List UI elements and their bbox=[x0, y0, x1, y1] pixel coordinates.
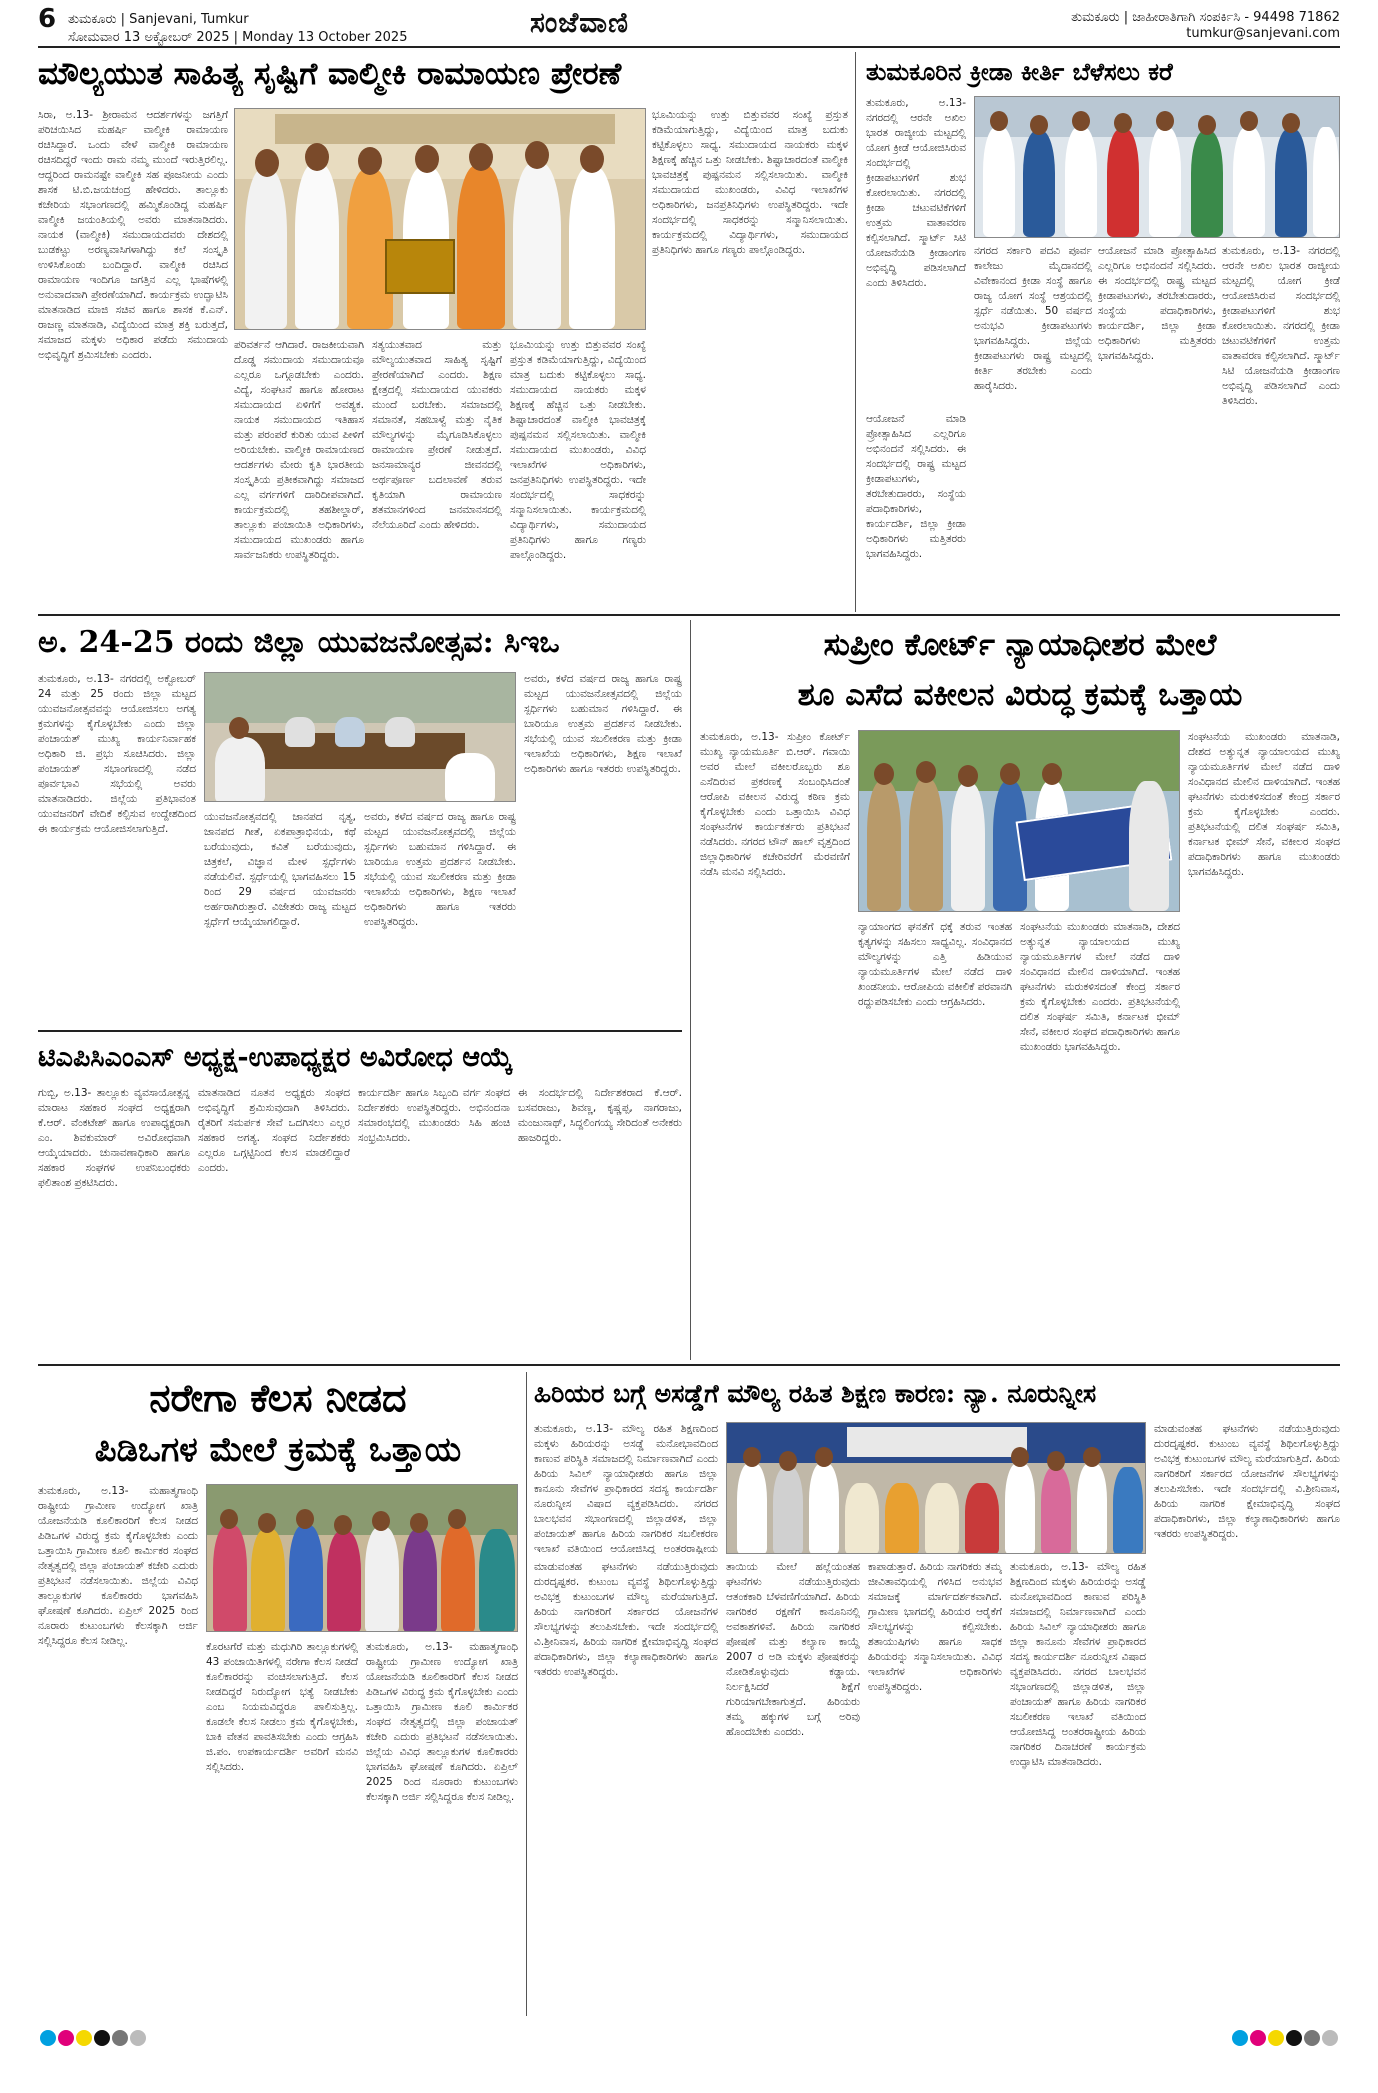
tapcms-headline: ಟಿಎಪಿಸಿಎಂಎಸ್ ಅಧ್ಯಕ್ಷ-ಉಪಾಧ್ಯಕ್ಷರ ಅವಿರೋಧ ಆಯ್ಕೆ bbox=[38, 1042, 513, 1073]
reg-dot bbox=[1304, 2030, 1320, 2046]
narega-photo bbox=[206, 1484, 518, 1632]
section-divider bbox=[38, 1364, 1340, 1366]
narega-col1: ತುಮಕೂರು, ಅ.13- ಮಹಾತ್ಮಗಾಂಧಿ ರಾಷ್ಟ್ರೀಯ ಗ್ರಾಮೀಣ ಉದ್ಯೋಗ ಖಾತ್ರಿ ಯೋಜನೆಯಡಿ ಕೂಲಿಕಾರರಿಗೆ ಕೆಲಸ ನೀಡದ ಪಿಡಿಒಗಳ ವಿರುದ್ಧ ಕ್ರಮ ಕೈಗೊಳ್ಳಬೇಕು ಎಂದು ಒತ್ತಾಯಿಸಿ ಗ್ರಾಮೀಣ ಕೂಲಿ ಕಾರ್ಮಿಕರ ಸಂಘದ ನೇತೃತ್ವದಲ್ಲಿ ಜಿಲ್ಲಾ ಪಂಚಾಯತ್ ಕಚೇರಿ ಎದುರು ಪ್ರತಿಭಟನೆ ನಡೆಸಲಾಯಿತು. ಜಿಲ್ಲೆಯ ವಿವಿಧ ತಾಲ್ಲೂಕುಗಳ ಕೂಲಿಕಾರರು ಭಾಗವಹಿಸಿ ಘೋಷಣೆ ಕೂಗಿದರು. ಏಪ್ರಿಲ್ 2025 ರಿಂದ ನೂರಾರು ಕುಟುಂಬಗಳು ಕೆಲಸಕ್ಕಾಗಿ ಅರ್ಜಿ ಸಲ್ಲಿಸಿದ್ದರೂ ಕೆಲಸ ನೀಡಿಲ್ಲ. bbox=[38, 1485, 198, 1647]
reg-dot bbox=[1232, 2030, 1248, 2046]
valmiki-col2: ಪರಿವರ್ತನೆ ಆಗಿದಾರೆ. ರಾಜಕೀಯವಾಗಿ ದೊಡ್ಡ ಸಮುದಾಯ ಸಮುದಾಯವೂ ಎಲ್ಲರೂ ಒಗ್ಗೂಡಬೇಕು ಎಂದರು. ವಿದ್ಯೆ, ಸಂಘಟನೆ ಹಾಗೂ ಹೋರಾಟ ಸಮುದಾಯದ ಏಳಿಗೆಗೆ ಅವಶ್ಯಕ. ನಾಯಕ ಸಮುದಾಯದ ಇತಿಹಾಸ ಮತ್ತು ಪರಂಪರೆ ಕುರಿತು ಯುವ ಪೀಳಿಗೆ ಅರಿಯಬೇಕು. ವಾಲ್ಮೀಕಿ ರಾಮಾಯಣದ ಆದರ್ಶಗಳು ಮೇರು ಕೃತಿ ಭಾರತೀಯ ಸಂಸ್ಕೃತಿಯ ಪ್ರತೀಕವಾಗಿದ್ದು ಸಮಾಜದ ಎಲ್ಲ ವರ್ಗಗಳಿಗೆ ದಾರಿದೀಪವಾಗಿದೆ. ಕಾರ್ಯಕ್ರಮದಲ್ಲಿ ತಹಶೀಲ್ದಾರ್, ತಾಲ್ಲೂಕು ಪಂಚಾಯಿತಿ ಅಧಿಕಾರಿಗಳು, ಸಮುದಾಯದ ಮುಖಂಡರು ಹಾಗೂ ಸಾರ್ವಜನಿಕರು ಉಪಸ್ಥಿತರಿದ್ದರು. bbox=[234, 339, 364, 561]
elderly-col2: ತಾಯಿಯ ಮೇಲೆ ಹಲ್ಲೆಯಂತಹ ಘಟನೆಗಳು ನಡೆಯುತ್ತಿರುವುದು ಆತಂಕಕಾರಿ ಬೆಳವಣಿಗೆಯಾಗಿದೆ. ಹಿರಿಯ ನಾಗರಿಕರ ರಕ್ಷಣೆಗೆ ಕಾನೂನಿನಲ್ಲಿ ಅವಕಾಶಗಳಿವೆ. ಹಿರಿಯ ನಾಗರಿಕರ ಪೋಷಣೆ ಮತ್ತು ಕಲ್ಯಾಣ ಕಾಯ್ದೆ 2007 ರ ಅಡಿ ಮಕ್ಕಳು ಪೋಷಕರನ್ನು ನೋಡಿಕೊಳ್ಳುವುದು ಕಡ್ಡಾಯ. ನಿರ್ಲಕ್ಷಿಸಿದರೆ ಶಿಕ್ಷೆಗೆ ಗುರಿಯಾಗಬೇಕಾಗುತ್ತದೆ. ಹಿರಿಯರು ತಮ್ಮ ಹಕ್ಕುಗಳ ಬಗ್ಗೆ ಅರಿವು ಹೊಂದಬೇಕು ಎಂದರು. bbox=[726, 1561, 860, 1738]
yuvajanotsava-photo bbox=[204, 672, 516, 802]
masthead bbox=[38, 4, 1340, 48]
elderly-col3b: ತುಮಕೂರು, ಅ.13- ಮೌಲ್ಯ ರಹಿತ ಶಿಕ್ಷಣದಿಂದ ಮಕ್ಕಳು ಹಿರಿಯರನ್ನು ಅಸಡ್ಡೆ ಮನೋಭಾವದಿಂದ ಕಾಣುವ ಪರಿಸ್ಥಿತಿ ಸಮಾಜದಲ್ಲಿ ನಿರ್ಮಾಣವಾಗಿದೆ ಎಂದು ಹಿರಿಯ ಸಿವಿಲ್ ನ್ಯಾಯಾಧೀಶರು ಹಾಗೂ ಜಿಲ್ಲಾ ಕಾನೂನು ಸೇವೆಗಳ ಪ್ರಾಧಿಕಾರದ ಸದಸ್ಯ ಕಾರ್ಯದರ್ಶಿ ನೂರುನ್ನೀಸ ವಿಷಾದ ವ್ಯಕ್ತಪಡಿಸಿದರು. ನಗರದ ಬಾಲಭವನ ಸಭಾಂಗಣದಲ್ಲಿ ಜಿಲ್ಲಾಡಳಿತ, ಜಿಲ್ಲಾ ಪಂಚಾಯತ್ ಹಾಗೂ ಹಿರಿಯ ನಾಗರಿಕರ ಸಬಲೀಕರಣ ಇಲಾಖೆ ವತಿಯಿಂದ ಆಯೋಜಿಸಿದ್ದ ಅಂತರರಾಷ್ಟ್ರೀಯ ಹಿರಿಯ ನಾಗರಿಕರ ದಿನಾಚರಣೆ ಕಾರ್ಯಕ್ರಮ ಉದ್ಘಾಟಿಸಿ ಮಾತನಾಡಿದರು. bbox=[1010, 1561, 1146, 1768]
ad-contact: ತುಮಕೂರು | ಜಾಹೀರಾತಿಗಾಗಿ ಸಂಪರ್ಕಿಸಿ - 94498 71862 bbox=[1071, 10, 1340, 25]
yuvajanotsava-col3: ಅವರು, ಕಳೆದ ವರ್ಷದ ರಾಜ್ಯ ಹಾಗೂ ರಾಷ್ಟ್ರ ಮಟ್ಟದ ಯುವಜನೋತ್ಸವದಲ್ಲಿ ಜಿಲ್ಲೆಯ ಸ್ಪರ್ಧಿಗಳು ಬಹುಮಾನ ಗಳಿಸಿದ್ದಾರೆ. ಈ ಬಾರಿಯೂ ಉತ್ತಮ ಪ್ರದರ್ಶನ ನೀಡಬೇಕು. ಸಭೆಯಲ್ಲಿ ಯುವ ಸಬಲೀಕರಣ ಮತ್ತು ಕ್ರೀಡಾ ಇಲಾಖೆಯ ಅಧಿಕಾರಿಗಳು, ಶಿಕ್ಷಣ ಇಲಾಖೆ ಅಧಿಕಾರಿಗಳು ಹಾಗೂ ಇತರರು ಉಪಸ್ಥಿತರಿದ್ದರು. bbox=[364, 811, 516, 928]
newspaper-logo bbox=[530, 6, 629, 40]
reg-dot bbox=[1268, 2030, 1284, 2046]
tapcms-col3: ಕಾರ್ಯದರ್ಶಿ ಹಾಗೂ ಸಿಬ್ಬಂದಿ ವರ್ಗ ಸಂಘದ ನಿರ್ದೇಶಕರು ಉಪಸ್ಥಿತರಿದ್ದರು. ಅಭಿನಂದನಾ ಸಮಾರಂಭದಲ್ಲಿ ಮುಖಂಡರು ಸಿಹಿ ಹಂಚಿ ಸಂಭ್ರಮಿಸಿದರು. bbox=[358, 1087, 510, 1144]
yuvajanotsava-col2: ಯುವಜನೋತ್ಸವದಲ್ಲಿ ಜಾನಪದ ನೃತ್ಯ, ಜಾನಪದ ಗೀತೆ, ಏಕಪಾತ್ರಾಭಿನಯ, ಕಥೆ ಬರೆಯುವುದು, ಕವಿತೆ ಬರೆಯುವುದು, ಚಿತ್ರಕಲೆ, ವಿಜ್ಞಾನ ಮೇಳ ಸ್ಪರ್ಧೆಗಳು ನಡೆಯಲಿವೆ. ಸ್ಪರ್ಧೆಯಲ್ಲಿ ಭಾಗವಹಿಸಲು 15 ರಿಂದ 29 ವರ್ಷದ ಯುವಜನರು ಅರ್ಹರಾಗಿರುತ್ತಾರೆ. ವಿಜೇತರು ರಾಜ್ಯ ಮಟ್ಟದ ಸ್ಪರ್ಧೆಗೆ ಆಯ್ಕೆಯಾಗಲಿದ್ದಾರೆ. bbox=[204, 811, 356, 928]
color-registration-left bbox=[40, 2030, 146, 2048]
section-divider bbox=[38, 614, 1340, 616]
color-registration-right bbox=[1232, 2030, 1338, 2048]
yuvajanotsava-col4: ಅವರು, ಕಳೆದ ವರ್ಷದ ರಾಜ್ಯ ಹಾಗೂ ರಾಷ್ಟ್ರ ಮಟ್ಟದ ಯುವಜನೋತ್ಸವದಲ್ಲಿ ಜಿಲ್ಲೆಯ ಸ್ಪರ್ಧಿಗಳು ಬಹುಮಾನ ಗಳಿಸಿದ್ದಾರೆ. ಈ ಬಾರಿಯೂ ಉತ್ತಮ ಪ್ರದರ್ಶನ ನೀಡಬೇಕು. ಸಭೆಯಲ್ಲಿ ಯುವ ಸಬಲೀಕರಣ ಮತ್ತು ಕ್ರೀಡಾ ಇಲಾಖೆಯ ಅಧಿಕಾರಿಗಳು, ಶಿಕ್ಷಣ ಇಲಾಖೆ ಅಧಿಕಾರಿಗಳು ಹಾಗೂ ಇತರರು ಉಪಸ್ಥಿತರಿದ್ದರು. bbox=[524, 673, 682, 775]
reg-dot bbox=[58, 2030, 74, 2046]
reg-dot bbox=[1250, 2030, 1266, 2046]
narega-headline-line1: ನರೇಗಾ ಕೆಲಸ ನೀಡದ bbox=[149, 1375, 407, 1420]
supreme-col3: ಸಂಘಟನೆಯ ಮುಖಂಡರು ಮಾತನಾಡಿ, ದೇಶದ ಅತ್ಯುನ್ನತ ನ್ಯಾಯಾಲಯದ ಮುಖ್ಯ ನ್ಯಾಯಮೂರ್ತಿಗಳ ಮೇಲೆ ನಡೆದ ದಾಳಿ ಸಂವಿಧಾನದ ಮೇಲಿನ ದಾಳಿಯಾಗಿದೆ. ಇಂತಹ ಘಟನೆಗಳು ಮರುಕಳಿಸದಂತೆ ಕೇಂದ್ರ ಸರ್ಕಾರ ಕ್ರಮ ಕೈಗೊಳ್ಳಬೇಕು ಎಂದರು. ಪ್ರತಿಭಟನೆಯಲ್ಲಿ ದಲಿತ ಸಂಘರ್ಷ ಸಮಿತಿ, ಕರ್ನಾಟಕ ಭೀಮ್ ಸೇನೆ, ವಕೀಲರ ಸಂಘದ ಪದಾಧಿಕಾರಿಗಳು ಹಾಗೂ ಮುಖಂಡರು ಭಾಗವಹಿಸಿದ್ದರು. bbox=[1188, 731, 1340, 878]
contact-email[interactable]: tumkur@sanjevani.com bbox=[1186, 26, 1340, 41]
elderly-col3: ಕಾಪಾಡುತ್ತಾರೆ. ಹಿರಿಯ ನಾಗರಿಕರು ತಮ್ಮ ಜೀವಿತಾವಧಿಯಲ್ಲಿ ಗಳಿಸಿದ ಅನುಭವ ಸಮಾಜಕ್ಕೆ ಮಾರ್ಗದರ್ಶಕವಾಗಿದೆ. ಗ್ರಾಮೀಣ ಭಾಗದಲ್ಲಿ ಹಿರಿಯರ ಆರೈಕೆಗೆ ಸೌಲಭ್ಯಗಳನ್ನು ಕಲ್ಪಿಸಬೇಕು. ಶತಾಯುಷಿಗಳು ಹಾಗೂ ಸಾಧಕ ಹಿರಿಯರನ್ನು ಸನ್ಮಾನಿಸಲಾಯಿತು. ವಿವಿಧ ಇಲಾಖೆಗಳ ಅಧಿಕಾರಿಗಳು ಉಪಸ್ಥಿತರಿದ್ದರು. bbox=[868, 1561, 1002, 1693]
elderly-headline: ಹಿರಿಯರ ಬಗ್ಗೆ ಅಸಡ್ಡೆಗೆ ಮೌಲ್ಯ ರಹಿತ ಶಿಕ್ಷಣ ಕಾರಣ: ನ್ಯಾ. ನೂರುನ್ನೀಸ bbox=[534, 1379, 1097, 1408]
sports-col3: ಆಯೋಜನೆ ಮಾಡಿ ಪ್ರೋತ್ಸಾಹಿಸಿದ ಎಲ್ಲರಿಗೂ ಅಭಿನಂದನೆ ಸಲ್ಲಿಸಿದರು. ಈ ಸಂದರ್ಭದಲ್ಲಿ ರಾಷ್ಟ್ರ ಮಟ್ಟದ ಕ್ರೀಡಾಪಟುಗಳು, ತರಬೇತುದಾರರು, ಸಂಸ್ಥೆಯ ಪದಾಧಿಕಾರಿಗಳು, ಕಾರ್ಯದರ್ಶಿ, ಜಿಲ್ಲಾ ಕ್ರೀಡಾ ಅಧಿಕಾರಿಗಳು ಮತ್ತಿತರರು ಭಾಗವಹಿಸಿದ್ದರು. bbox=[1098, 245, 1216, 362]
reg-dot bbox=[1286, 2030, 1302, 2046]
masthead-date: ಸೋಮವಾರ 13 ಅಕ್ಟೋಬರ್ 2025 | Monday 13 October 2025 bbox=[68, 30, 408, 45]
supreme-photo bbox=[858, 730, 1180, 912]
valmiki-col4: ಭೂಮಿಯನ್ನು ಉತ್ತು ಬಿತ್ತುವವರ ಸಂಖ್ಯೆ ಪ್ರಸ್ತುತ ಕಡಿಮೆಯಾಗುತ್ತಿದ್ದು, ವಿದ್ಯೆಯಿಂದ ಮಾತ್ರ ಬದುಕು ಕಟ್ಟಿಕೊಳ್ಳಲು ಸಾಧ್ಯ. ಸಮುದಾಯದ ನಾಯಕರು ಮಕ್ಕಳ ಶಿಕ್ಷಣಕ್ಕೆ ಹೆಚ್ಚಿನ ಒತ್ತು ನೀಡಬೇಕು. ಶಿಷ್ಟಾಚಾರದಂತೆ ವಾಲ್ಮೀಕಿ ಭಾವಚಿತ್ರಕ್ಕೆ ಪುಷ್ಪನಮನ ಸಲ್ಲಿಸಲಾಯಿತು. ವಾಲ್ಮೀಕಿ ಸಮುದಾಯದ ಮುಖಂಡರು, ವಿವಿಧ ಇಲಾಖೆಗಳ ಅಧಿಕಾರಿಗಳು, ಜನಪ್ರತಿನಿಧಿಗಳು ಉಪಸ್ಥಿತರಿದ್ದರು. ಇದೇ ಸಂದರ್ಭದಲ್ಲಿ ಸಾಧಕರನ್ನು ಸನ್ಮಾನಿಸಲಾಯಿತು. ಕಾರ್ಯಕ್ರಮದಲ್ಲಿ ವಿದ್ಯಾರ್ಥಿಗಳು, ಸಮುದಾಯದ ಪ್ರತಿನಿಧಿಗಳು ಹಾಗೂ ಗಣ್ಯರು ಪಾಲ್ಗೊಂಡಿದ್ದರು. bbox=[652, 109, 848, 256]
sports-col4: ತುಮಕೂರು, ಅ.13- ನಗರದಲ್ಲಿ ಆರನೇ ಅಖಿಲ ಭಾರತ ರಾಜ್ಯೀಯ ಮಟ್ಟದಲ್ಲಿ ಯೋಗ ಕ್ರೀಡೆ ಆಯೋಜಿಸಿರುವ ಸಂದರ್ಭದಲ್ಲಿ ಕ್ರೀಡಾಪಟುಗಳಿಗೆ ಶುಭ ಕೋರಲಾಯಿತು. ನಗರದಲ್ಲಿ ಕ್ರೀಡಾ ಚಟುವಟಿಕೆಗಳಿಗೆ ಉತ್ತಮ ವಾತಾವರಣ ಕಲ್ಪಿಸಲಾಗಿದೆ. ಸ್ಮಾರ್ಟ್ ಸಿಟಿ ಯೋಜನೆಯಡಿ ಕ್ರೀಡಾಂಗಣ ಅಭಿವೃದ್ಧಿ ಪಡಿಸಲಾಗಿದೆ ಎಂದು ತಿಳಿಸಿದರು. bbox=[1222, 245, 1340, 407]
narega-col2: ಕೊರಟಗೆರೆ ಮತ್ತು ಮಧುಗಿರಿ ತಾಲ್ಲೂಕುಗಳಲ್ಲಿ 43 ಪಂಚಾಯಿತಿಗಳಲ್ಲಿ ನರೇಗಾ ಕೆಲಸ ನೀಡದೆ ಕೂಲಿಕಾರರನ್ನು ವಂಚಿಸಲಾಗುತ್ತಿದೆ. ಕೆಲಸ ನೀಡದಿದ್ದರೆ ನಿರುದ್ಯೋಗ ಭತ್ಯೆ ನೀಡಬೇಕು ಎಂಬ ನಿಯಮವಿದ್ದರೂ ಪಾಲಿಸುತ್ತಿಲ್ಲ. ಕೂಡಲೇ ಕೆಲಸ ನೀಡಲು ಕ್ರಮ ಕೈಗೊಳ್ಳಬೇಕು, ಬಾಕಿ ವೇತನ ಪಾವತಿಸಬೇಕು ಎಂದು ಆಗ್ರಹಿಸಿ ಜಿ.ಪಂ. ಉಪಕಾರ್ಯದರ್ಶಿ ಅವರಿಗೆ ಮನವಿ ಸಲ್ಲಿಸಿದರು. bbox=[206, 1641, 358, 1773]
masthead-right bbox=[1071, 10, 1340, 42]
valmiki-photo bbox=[234, 108, 646, 330]
sports-headline: ತುಮಕೂರಿನ ಕ್ರೀಡಾ ಕೀರ್ತಿ ಬೆಳೆಸಲು ಕರೆ bbox=[866, 57, 1173, 86]
valmiki-headline: ಮೌಲ್ಯಯುತ ಸಾಹಿತ್ಯ ಸೃಷ್ಟಿಗೆ ವಾಲ್ಮೀಕಿ ರಾಮಾಯಣ ಪ್ರೇರಣೆ bbox=[38, 56, 622, 92]
supreme-col1: ತುಮಕೂರು, ಅ.13- ಸುಪ್ರೀಂ ಕೋರ್ಟ್ ಮುಖ್ಯ ನ್ಯಾಯಮೂರ್ತಿ ಬಿ.ಆರ್. ಗವಾಯಿ ಅವರ ಮೇಲೆ ವಕೀಲರೊಬ್ಬರು ಶೂ ಎಸೆದಿರುವ ಪ್ರಕರಣಕ್ಕೆ ಸಂಬಂಧಿಸಿದಂತೆ ಆರೋಪಿ ವಕೀಲನ ವಿರುದ್ಧ ಕಠಿಣ ಕ್ರಮ ಕೈಗೊಳ್ಳಬೇಕು ಎಂದು ಒತ್ತಾಯಿಸಿ ವಿವಿಧ ಸಂಘಟನೆಗಳ ಕಾರ್ಯಕರ್ತರು ಪ್ರತಿಭಟನೆ ನಡೆಸಿದರು. ನಗರದ ಟೌನ್ ಹಾಲ್ ವೃತ್ತದಿಂದ ಜಿಲ್ಲಾಧಿಕಾರಿಗಳ ಕಚೇರಿವರೆಗೆ ಮೆರವಣಿಗೆ ನಡೆಸಿ ಮನವಿ ಸಲ್ಲಿಸಿದರು. bbox=[700, 731, 850, 878]
valmiki-col1: ಸಿರಾ, ಅ.13- ಶ್ರೀರಾಮನ ಆದರ್ಶಗಳನ್ನು ಜಗತ್ತಿಗೆ ಪರಿಚಯಿಸಿದ ಮಹರ್ಷಿ ವಾಲ್ಮೀಕಿ ರಾಮಾಯಣ ರಚಿಸಿದ್ದಾರೆ. ಒಂದು ವೇಳೆ ವಾಲ್ಮೀಕಿ ರಾಮಾಯಣ ರಚಿಸದಿದ್ದರೆ ಇಂದು ರಾಮ ನಮ್ಮ ಮುಂದೆ ಇರುತ್ತಿರಲಿಲ್ಲ. ಆದ್ದರಿಂದ ರಾಮನಷ್ಟೇ ವಾಲ್ಮೀಕಿ ಸಹ ಪೂಜನೀಯ ಎಂದು ಶಾಸಕ ಟಿ.ಬಿ.ಜಯಚಂದ್ರ ಹೇಳಿದರು. ತಾಲ್ಲೂಕು ಕಚೇರಿಯ ಸಭಾಂಗಣದಲ್ಲಿ ಹಮ್ಮಿಕೊಂಡಿದ್ದ ಮಹರ್ಷಿ ವಾಲ್ಮೀಕಿ ಜಯಂತಿಯಲ್ಲಿ ಅವರು ಮಾತನಾಡಿದರು. ನಾಯಕ (ವಾಲ್ಮೀಕಿ) ಸಮುದಾಯದವರು ದೇಶದಲ್ಲಿ ಬುಡಕಟ್ಟು ಅರಣ್ಯವಾಸಿಗಳಾಗಿದ್ದು ಕಲೆ ಸಂಸ್ಕೃತಿ ಉಳಿಸಿಕೊಂಡು ಬಂದಿದ್ದಾರೆ. ವಾಲ್ಮೀಕಿ ರಚಿಸಿದ ರಾಮಾಯಣ ಇಂದಿಗೂ ಜಗತ್ತಿನ ಎಲ್ಲ ಭಾಷೆಗಳಲ್ಲಿ ಅನುವಾದವಾಗಿ ಪ್ರೇರಣೆಯಾಗಿದೆ. ಕಾರ್ಯಕ್ರಮ ಉದ್ಘಾಟಿಸಿ ಮಾತನಾಡಿದ ಮಾಜಿ ಸಚಿವ ಹಾಗೂ ಶಾಸಕ ಕೆ.ಎನ್. ರಾಜಣ್ಣ ಮಾತನಾಡಿ, ವಿದ್ಯೆಯಿಂದ ಮಾತ್ರ ಶಕ್ತಿ ಬರುತ್ತದೆ, ಸಮಾಜದ ಮಕ್ಕಳು ಅಧಿಕಾರ ಪಡೆದು ಸಮುದಾಯ ಅಭಿವೃದ್ಧಿಗೆ ಶ್ರಮಿಸಬೇಕು ಎಂದರು. bbox=[38, 109, 228, 361]
tapcms-col4: ಈ ಸಂದರ್ಭದಲ್ಲಿ ನಿರ್ದೇಶಕರಾದ ಕೆ.ಆರ್. ಬಸವರಾಜು, ಶಿವಣ್ಣ, ಕೃಷ್ಣಪ್ಪ, ನಾಗರಾಜು, ಮಂಜುನಾಥ್, ಸಿದ್ದಲಿಂಗಯ್ಯ ಸೇರಿದಂತೆ ಅನೇಕರು ಹಾಜರಿದ್ದರು. bbox=[518, 1087, 682, 1144]
supreme-headline-line2: ಶೂ ಎಸೆದ ವಕೀಲನ ವಿರುದ್ಧ ಕ್ರಮಕ್ಕೆ ಒತ್ತಾಯ bbox=[797, 677, 1243, 713]
page-number: 6 bbox=[38, 4, 57, 34]
elderly-col1: ತುಮಕೂರು, ಅ.13- ಮೌಲ್ಯ ರಹಿತ ಶಿಕ್ಷಣದಿಂದ ಮಕ್ಕಳು ಹಿರಿಯರನ್ನು ಅಸಡ್ಡೆ ಮನೋಭಾವದಿಂದ ಕಾಣುವ ಪರಿಸ್ಥಿತಿ ಸಮಾಜದಲ್ಲಿ ನಿರ್ಮಾಣವಾಗಿದೆ ಎಂದು ಹಿರಿಯ ಸಿವಿಲ್ ನ್ಯಾಯಾಧೀಶರು ಹಾಗೂ ಜಿಲ್ಲಾ ಕಾನೂನು ಸೇವೆಗಳ ಪ್ರಾಧಿಕಾರದ ಸದಸ್ಯ ಕಾರ್ಯದರ್ಶಿ ನೂರುನ್ನೀಸ ವಿಷಾದ ವ್ಯಕ್ತಪಡಿಸಿದರು. ನಗರದ ಬಾಲಭವನ ಸಭಾಂಗಣದಲ್ಲಿ ಜಿಲ್ಲಾಡಳಿತ, ಜಿಲ್ಲಾ ಪಂಚಾಯತ್ ಹಾಗೂ ಹಿರಿಯ ನಾಗರಿಕರ ಸಬಲೀಕರಣ ಇಲಾಖೆ ವತಿಯಿಂದ ಆಯೋಜಿಸಿದ್ದ ಅಂತರರಾಷ್ಟ್ರೀಯ bbox=[534, 1423, 718, 1554]
elderly-col4: ಮಾಡುವಂತಹ ಘಟನೆಗಳು ನಡೆಯುತ್ತಿರುವುದು ದುರದೃಷ್ಟಕರ. ಕುಟುಂಬ ವ್ಯವಸ್ಥೆ ಶಿಥಿಲಗೊಳ್ಳುತ್ತಿದ್ದು ಅವಿಭಕ್ತ ಕುಟುಂಬಗಳ ಮೌಲ್ಯ ಮರೆಯಾಗುತ್ತಿದೆ. ಹಿರಿಯ ನಾಗರಿಕರಿಗೆ ಸರ್ಕಾರದ ಯೋಜನೆಗಳ ಸೌಲಭ್ಯಗಳನ್ನು ತಲುಪಿಸಬೇಕು. ಇದೇ ಸಂದರ್ಭದಲ್ಲಿ ವಿ.ಶ್ರೀನಿವಾಸ, ಹಿರಿಯ ನಾಗರಿಕ ಕ್ಷೇಮಾಭಿವೃದ್ಧಿ ಸಂಘದ ಪದಾಧಿಕಾರಿಗಳು, ಜಿಲ್ಲಾ ಕಲ್ಯಾಣಾಧಿಕಾರಿಗಳು ಹಾಗೂ ಇತರರು ಉಪಸ್ಥಿತರಿದ್ದರು. bbox=[1154, 1423, 1340, 1540]
logo-text: ಸಂಜೆವಾಣಿ bbox=[530, 6, 629, 39]
sports-photo bbox=[974, 96, 1340, 238]
valmiki-col3b: ಭೂಮಿಯನ್ನು ಉತ್ತು ಬಿತ್ತುವವರ ಸಂಖ್ಯೆ ಪ್ರಸ್ತುತ ಕಡಿಮೆಯಾಗುತ್ತಿದ್ದು, ವಿದ್ಯೆಯಿಂದ ಮಾತ್ರ ಬದುಕು ಕಟ್ಟಿಕೊಳ್ಳಲು ಸಾಧ್ಯ. ಸಮುದಾಯದ ನಾಯಕರು ಮಕ್ಕಳ ಶಿಕ್ಷಣಕ್ಕೆ ಹೆಚ್ಚಿನ ಒತ್ತು ನೀಡಬೇಕು. ಶಿಷ್ಟಾಚಾರದಂತೆ ವಾಲ್ಮೀಕಿ ಭಾವಚಿತ್ರಕ್ಕೆ ಪುಷ್ಪನಮನ ಸಲ್ಲಿಸಲಾಯಿತು. ವಾಲ್ಮೀಕಿ ಸಮುದಾಯದ ಮುಖಂಡರು, ವಿವಿಧ ಇಲಾಖೆಗಳ ಅಧಿಕಾರಿಗಳು, ಜನಪ್ರತಿನಿಧಿಗಳು ಉಪಸ್ಥಿತರಿದ್ದರು. ಇದೇ ಸಂದರ್ಭದಲ್ಲಿ ಸಾಧಕರನ್ನು ಸನ್ಮಾನಿಸಲಾಯಿತು. ಕಾರ್ಯಕ್ರಮದಲ್ಲಿ ವಿದ್ಯಾರ್ಥಿಗಳು, ಸಮುದಾಯದ ಪ್ರತಿನಿಧಿಗಳು ಹಾಗೂ ಗಣ್ಯರು ಪಾಲ್ಗೊಂಡಿದ್ದರು. bbox=[510, 339, 646, 561]
reg-dot bbox=[40, 2030, 56, 2046]
sports-col1: ತುಮಕೂರು, ಅ.13- ನಗರದಲ್ಲಿ ಆರನೇ ಅಖಿಲ ಭಾರತ ರಾಜ್ಯೀಯ ಮಟ್ಟದಲ್ಲಿ ಯೋಗ ಕ್ರೀಡೆ ಆಯೋಜಿಸಿರುವ ಸಂದರ್ಭದಲ್ಲಿ ಕ್ರೀಡಾಪಟುಗಳಿಗೆ ಶುಭ ಕೋರಲಾಯಿತು. ನಗರದಲ್ಲಿ ಕ್ರೀಡಾ ಚಟುವಟಿಕೆಗಳಿಗೆ ಉತ್ತಮ ವಾತಾವರಣ ಕಲ್ಪಿಸಲಾಗಿದೆ. ಸ್ಮಾರ್ಟ್ ಸಿಟಿ ಯೋಜನೆಯಡಿ ಕ್ರೀಡಾಂಗಣ ಅಭಿವೃದ್ಧಿ ಪಡಿಸಲಾಗಿದೆ ಎಂದು ತಿಳಿಸಿದರು. bbox=[866, 97, 966, 289]
elderly-photo bbox=[726, 1422, 1146, 1554]
reg-dot bbox=[76, 2030, 92, 2046]
reg-dot bbox=[94, 2030, 110, 2046]
tapcms-col2: ಮಾತನಾಡಿದ ನೂತನ ಅಧ್ಯಕ್ಷರು ಸಂಘದ ಅಭಿವೃದ್ಧಿಗೆ ಶ್ರಮಿಸುವುದಾಗಿ ತಿಳಿಸಿದರು. ರೈತರಿಗೆ ಸಮರ್ಪಕ ಸೇವೆ ಒದಗಿಸಲು ಎಲ್ಲರ ಸಹಕಾರ ಅಗತ್ಯ. ಸಂಘದ ನಿರ್ದೇಶಕರು ಎಲ್ಲರೂ ಒಗ್ಗಟ್ಟಿನಿಂದ ಕೆಲಸ ಮಾಡಲಿದ್ದಾರೆ ಎಂದರು. bbox=[198, 1087, 350, 1174]
column-divider bbox=[855, 52, 856, 612]
masthead-location: ತುಮಕೂರು | Sanjevani, Tumkur bbox=[68, 12, 249, 27]
reg-dot bbox=[130, 2030, 146, 2046]
reg-dot bbox=[1322, 2030, 1338, 2046]
supreme-col2b: ಸಂಘಟನೆಯ ಮುಖಂಡರು ಮಾತನಾಡಿ, ದೇಶದ ಅತ್ಯುನ್ನತ ನ್ಯಾಯಾಲಯದ ಮುಖ್ಯ ನ್ಯಾಯಮೂರ್ತಿಗಳ ಮೇಲೆ ನಡೆದ ದಾಳಿ ಸಂವಿಧಾನದ ಮೇಲಿನ ದಾಳಿಯಾಗಿದೆ. ಇಂತಹ ಘಟನೆಗಳು ಮರುಕಳಿಸದಂತೆ ಕೇಂದ್ರ ಸರ್ಕಾರ ಕ್ರಮ ಕೈಗೊಳ್ಳಬೇಕು ಎಂದರು. ಪ್ರತಿಭಟನೆಯಲ್ಲಿ ದಲಿತ ಸಂಘರ್ಷ ಸಮಿತಿ, ಕರ್ನಾಟಕ ಭೀಮ್ ಸೇನೆ, ವಕೀಲರ ಸಂಘದ ಪದಾಧಿಕಾರಿಗಳು ಹಾಗೂ ಮುಖಂಡರು ಭಾಗವಹಿಸಿದ್ದರು. bbox=[1020, 921, 1180, 1053]
yuvajanotsava-col1: ತುಮಕೂರು, ಅ.13- ನಗರದಲ್ಲಿ ಅಕ್ಟೋಬರ್ 24 ಮತ್ತು 25 ರಂದು ಜಿಲ್ಲಾ ಮಟ್ಟದ ಯುವಜನೋತ್ಸವವನ್ನು ಆಯೋಜಿಸಲು ಅಗತ್ಯ ಕ್ರಮಗಳನ್ನು ಕೈಗೊಳ್ಳಬೇಕು ಎಂದು ಜಿಲ್ಲಾ ಪಂಚಾಯತ್ ಮುಖ್ಯ ಕಾರ್ಯನಿರ್ವಾಹಕ ಅಧಿಕಾರಿ ಜಿ. ಪ್ರಭು ಸೂಚಿಸಿದರು. ಜಿಲ್ಲಾ ಪಂಚಾಯತ್ ಸಭಾಂಗಣದಲ್ಲಿ ನಡೆದ ಪೂರ್ವಭಾವಿ ಸಭೆಯಲ್ಲಿ ಅವರು ಮಾತನಾಡಿದರು. ಜಿಲ್ಲೆಯ ಪ್ರತಿಭಾವಂತ ಯುವಜನರಿಗೆ ವೇದಿಕೆ ಕಲ್ಪಿಸುವ ಉದ್ದೇಶದಿಂದ ಈ ಕಾರ್ಯಕ್ರಮ ಆಯೋಜಿಸಲಾಗುತ್ತಿದೆ. bbox=[38, 673, 196, 835]
supreme-headline-line1: ಸುಪ್ರೀಂ ಕೋರ್ಟ್ ನ್ಯಾಯಾಧೀಶರ ಮೇಲೆ bbox=[823, 627, 1217, 663]
section-divider bbox=[38, 1030, 682, 1032]
yuvajanotsava-headline: ಅ. 24-25 ರಂದು ಜಿಲ್ಲಾ ಯುವಜನೋತ್ಸವ: ಸಿಇಒ bbox=[38, 625, 560, 660]
reg-dot bbox=[112, 2030, 128, 2046]
column-divider bbox=[690, 620, 691, 1360]
narega-col3: ತುಮಕೂರು, ಅ.13- ಮಹಾತ್ಮಗಾಂಧಿ ರಾಷ್ಟ್ರೀಯ ಗ್ರಾಮೀಣ ಉದ್ಯೋಗ ಖಾತ್ರಿ ಯೋಜನೆಯಡಿ ಕೂಲಿಕಾರರಿಗೆ ಕೆಲಸ ನೀಡದ ಪಿಡಿಒಗಳ ವಿರುದ್ಧ ಕ್ರಮ ಕೈಗೊಳ್ಳಬೇಕು ಎಂದು ಒತ್ತಾಯಿಸಿ ಗ್ರಾಮೀಣ ಕೂಲಿ ಕಾರ್ಮಿಕರ ಸಂಘದ ನೇತೃತ್ವದಲ್ಲಿ ಜಿಲ್ಲಾ ಪಂಚಾಯತ್ ಕಚೇರಿ ಎದುರು ಪ್ರತಿಭಟನೆ ನಡೆಸಲಾಯಿತು. ಜಿಲ್ಲೆಯ ವಿವಿಧ ತಾಲ್ಲೂಕುಗಳ ಕೂಲಿಕಾರರು ಭಾಗವಹಿಸಿ ಘೋಷಣೆ ಕೂಗಿದರು. ಏಪ್ರಿಲ್ 2025 ರಿಂದ ನೂರಾರು ಕುಟುಂಬಗಳು ಕೆಲಸಕ್ಕಾಗಿ ಅರ್ಜಿ ಸಲ್ಲಿಸಿದ್ದರೂ ಕೆಲಸ ನೀಡಿಲ್ಲ. bbox=[366, 1641, 518, 1803]
tapcms-col1: ಗುಬ್ಬಿ, ಅ.13- ತಾಲ್ಲೂಕು ವ್ಯವಸಾಯೋತ್ಪನ್ನ ಮಾರಾಟ ಸಹಕಾರ ಸಂಘದ ಅಧ್ಯಕ್ಷರಾಗಿ ಕೆ.ಆರ್. ವೆಂಕಟೇಶ್ ಹಾಗೂ ಉಪಾಧ್ಯಕ್ಷರಾಗಿ ಎಂ. ಶಿವಕುಮಾರ್ ಅವಿರೋಧವಾಗಿ ಆಯ್ಕೆಯಾದರು. ಚುನಾವಣಾಧಿಕಾರಿ ಹಾಗೂ ಸಹಕಾರ ಸಂಘಗಳ ಉಪನಿಬಂಧಕರು ಫಲಿತಾಂಶ ಪ್ರಕಟಿಸಿದರು. bbox=[38, 1087, 190, 1189]
sports-col2: ನಗರದ ಸರ್ಕಾರಿ ಪದವಿ ಪೂರ್ವ ಕಾಲೇಜು ಮೈದಾನದಲ್ಲಿ ವಿವೇಕಾನಂದ ಕ್ರೀಡಾ ಸಂಸ್ಥೆ ಹಾಗೂ ರಾಜ್ಯ ಯೋಗ ಸಂಸ್ಥೆ ಆಶ್ರಯದಲ್ಲಿ ಸ್ಪರ್ಧೆ ನಡೆಯಿತು. 50 ವರ್ಷದ ಅನುಭವಿ ಕ್ರೀಡಾಪಟುಗಳು ಭಾಗವಹಿಸಿದ್ದರು. ಜಿಲ್ಲೆಯ ಕ್ರೀಡಾಪಟುಗಳು ರಾಷ್ಟ್ರ ಮಟ್ಟದಲ್ಲಿ ಕೀರ್ತಿ ತರಬೇಕು ಎಂದು ಹಾರೈಸಿದರು. bbox=[974, 245, 1092, 392]
narega-headline-line2: ಪಿಡಿಒಗಳ ಮೇಲೆ ಕ್ರಮಕ್ಕೆ ಒತ್ತಾಯ bbox=[94, 1430, 462, 1470]
sports-col1b: ಆಯೋಜನೆ ಮಾಡಿ ಪ್ರೋತ್ಸಾಹಿಸಿದ ಎಲ್ಲರಿಗೂ ಅಭಿನಂದನೆ ಸಲ್ಲಿಸಿದರು. ಈ ಸಂದರ್ಭದಲ್ಲಿ ರಾಷ್ಟ್ರ ಮಟ್ಟದ ಕ್ರೀಡಾಪಟುಗಳು, ತರಬೇತುದಾರರು, ಸಂಸ್ಥೆಯ ಪದಾಧಿಕಾರಿಗಳು, ಕಾರ್ಯದರ್ಶಿ, ಜಿಲ್ಲಾ ಕ್ರೀಡಾ ಅಧಿಕಾರಿಗಳು ಮತ್ತಿತರರು ಭಾಗವಹಿಸಿದ್ದರು. bbox=[866, 413, 966, 560]
elderly-col1b: ಮಾಡುವಂತಹ ಘಟನೆಗಳು ನಡೆಯುತ್ತಿರುವುದು ದುರದೃಷ್ಟಕರ. ಕುಟುಂಬ ವ್ಯವಸ್ಥೆ ಶಿಥಿಲಗೊಳ್ಳುತ್ತಿದ್ದು ಅವಿಭಕ್ತ ಕುಟುಂಬಗಳ ಮೌಲ್ಯ ಮರೆಯಾಗುತ್ತಿದೆ. ಹಿರಿಯ ನಾಗರಿಕರಿಗೆ ಸರ್ಕಾರದ ಯೋಜನೆಗಳ ಸೌಲಭ್ಯಗಳನ್ನು ತಲುಪಿಸಬೇಕು. ಇದೇ ಸಂದರ್ಭದಲ್ಲಿ ವಿ.ಶ್ರೀನಿವಾಸ, ಹಿರಿಯ ನಾಗರಿಕ ಕ್ಷೇಮಾಭಿವೃದ್ಧಿ ಸಂಘದ ಪದಾಧಿಕಾರಿಗಳು, ಜಿಲ್ಲಾ ಕಲ್ಯಾಣಾಧಿಕಾರಿಗಳು ಹಾಗೂ ಇತರರು ಉಪಸ್ಥಿತರಿದ್ದರು. bbox=[534, 1561, 718, 1678]
valmiki-col3: ಸತ್ಯಯುತವಾದ ಮತ್ತು ಮೌಲ್ಯಯುತವಾದ ಸಾಹಿತ್ಯ ಸೃಷ್ಟಿಗೆ ಪ್ರೇರಣೆಯಾಗಿದೆ ಎಂದರು. ಶಿಕ್ಷಣ ಕ್ಷೇತ್ರದಲ್ಲಿ ಸಮುದಾಯದ ಯುವಕರು ಮುಂದೆ ಬರಬೇಕು. ಸಮಾಜದಲ್ಲಿ ಸಮಾನತೆ, ಸಹಬಾಳ್ವೆ ಮತ್ತು ನೈತಿಕ ಮೌಲ್ಯಗಳನ್ನು ಮೈಗೂಡಿಸಿಕೊಳ್ಳಲು ರಾಮಾಯಣ ಪ್ರೇರಣೆ ನೀಡುತ್ತದೆ. ಜನಸಾಮಾನ್ಯರ ಜೀವನದಲ್ಲಿ ಅರ್ಥಪೂರ್ಣ ಬದಲಾವಣೆ ತರುವ ಕೃತಿಯಾಗಿ ರಾಮಾಯಣ ಶತಮಾನಗಳಿಂದ ಜನಮಾನಸದಲ್ಲಿ ನೆಲೆಯೂರಿದೆ ಎಂದು ಹೇಳಿದರು. bbox=[372, 339, 502, 531]
supreme-col2: ನ್ಯಾಯಾಂಗದ ಘನತೆಗೆ ಧಕ್ಕೆ ತರುವ ಇಂತಹ ಕೃತ್ಯಗಳನ್ನು ಸಹಿಸಲು ಸಾಧ್ಯವಿಲ್ಲ. ಸಂವಿಧಾನದ ಮೌಲ್ಯಗಳನ್ನು ಎತ್ತಿ ಹಿಡಿಯುವ ನ್ಯಾಯಮೂರ್ತಿಗಳ ಮೇಲೆ ನಡೆದ ದಾಳಿ ಖಂಡನೀಯ. ಆರೋಪಿಯ ವಕೀಲಿಕೆ ಪರವಾನಗಿ ರದ್ದುಪಡಿಸಬೇಕು ಎಂದು ಆಗ್ರಹಿಸಿದರು. bbox=[858, 921, 1012, 1008]
column-divider bbox=[526, 1372, 527, 2016]
